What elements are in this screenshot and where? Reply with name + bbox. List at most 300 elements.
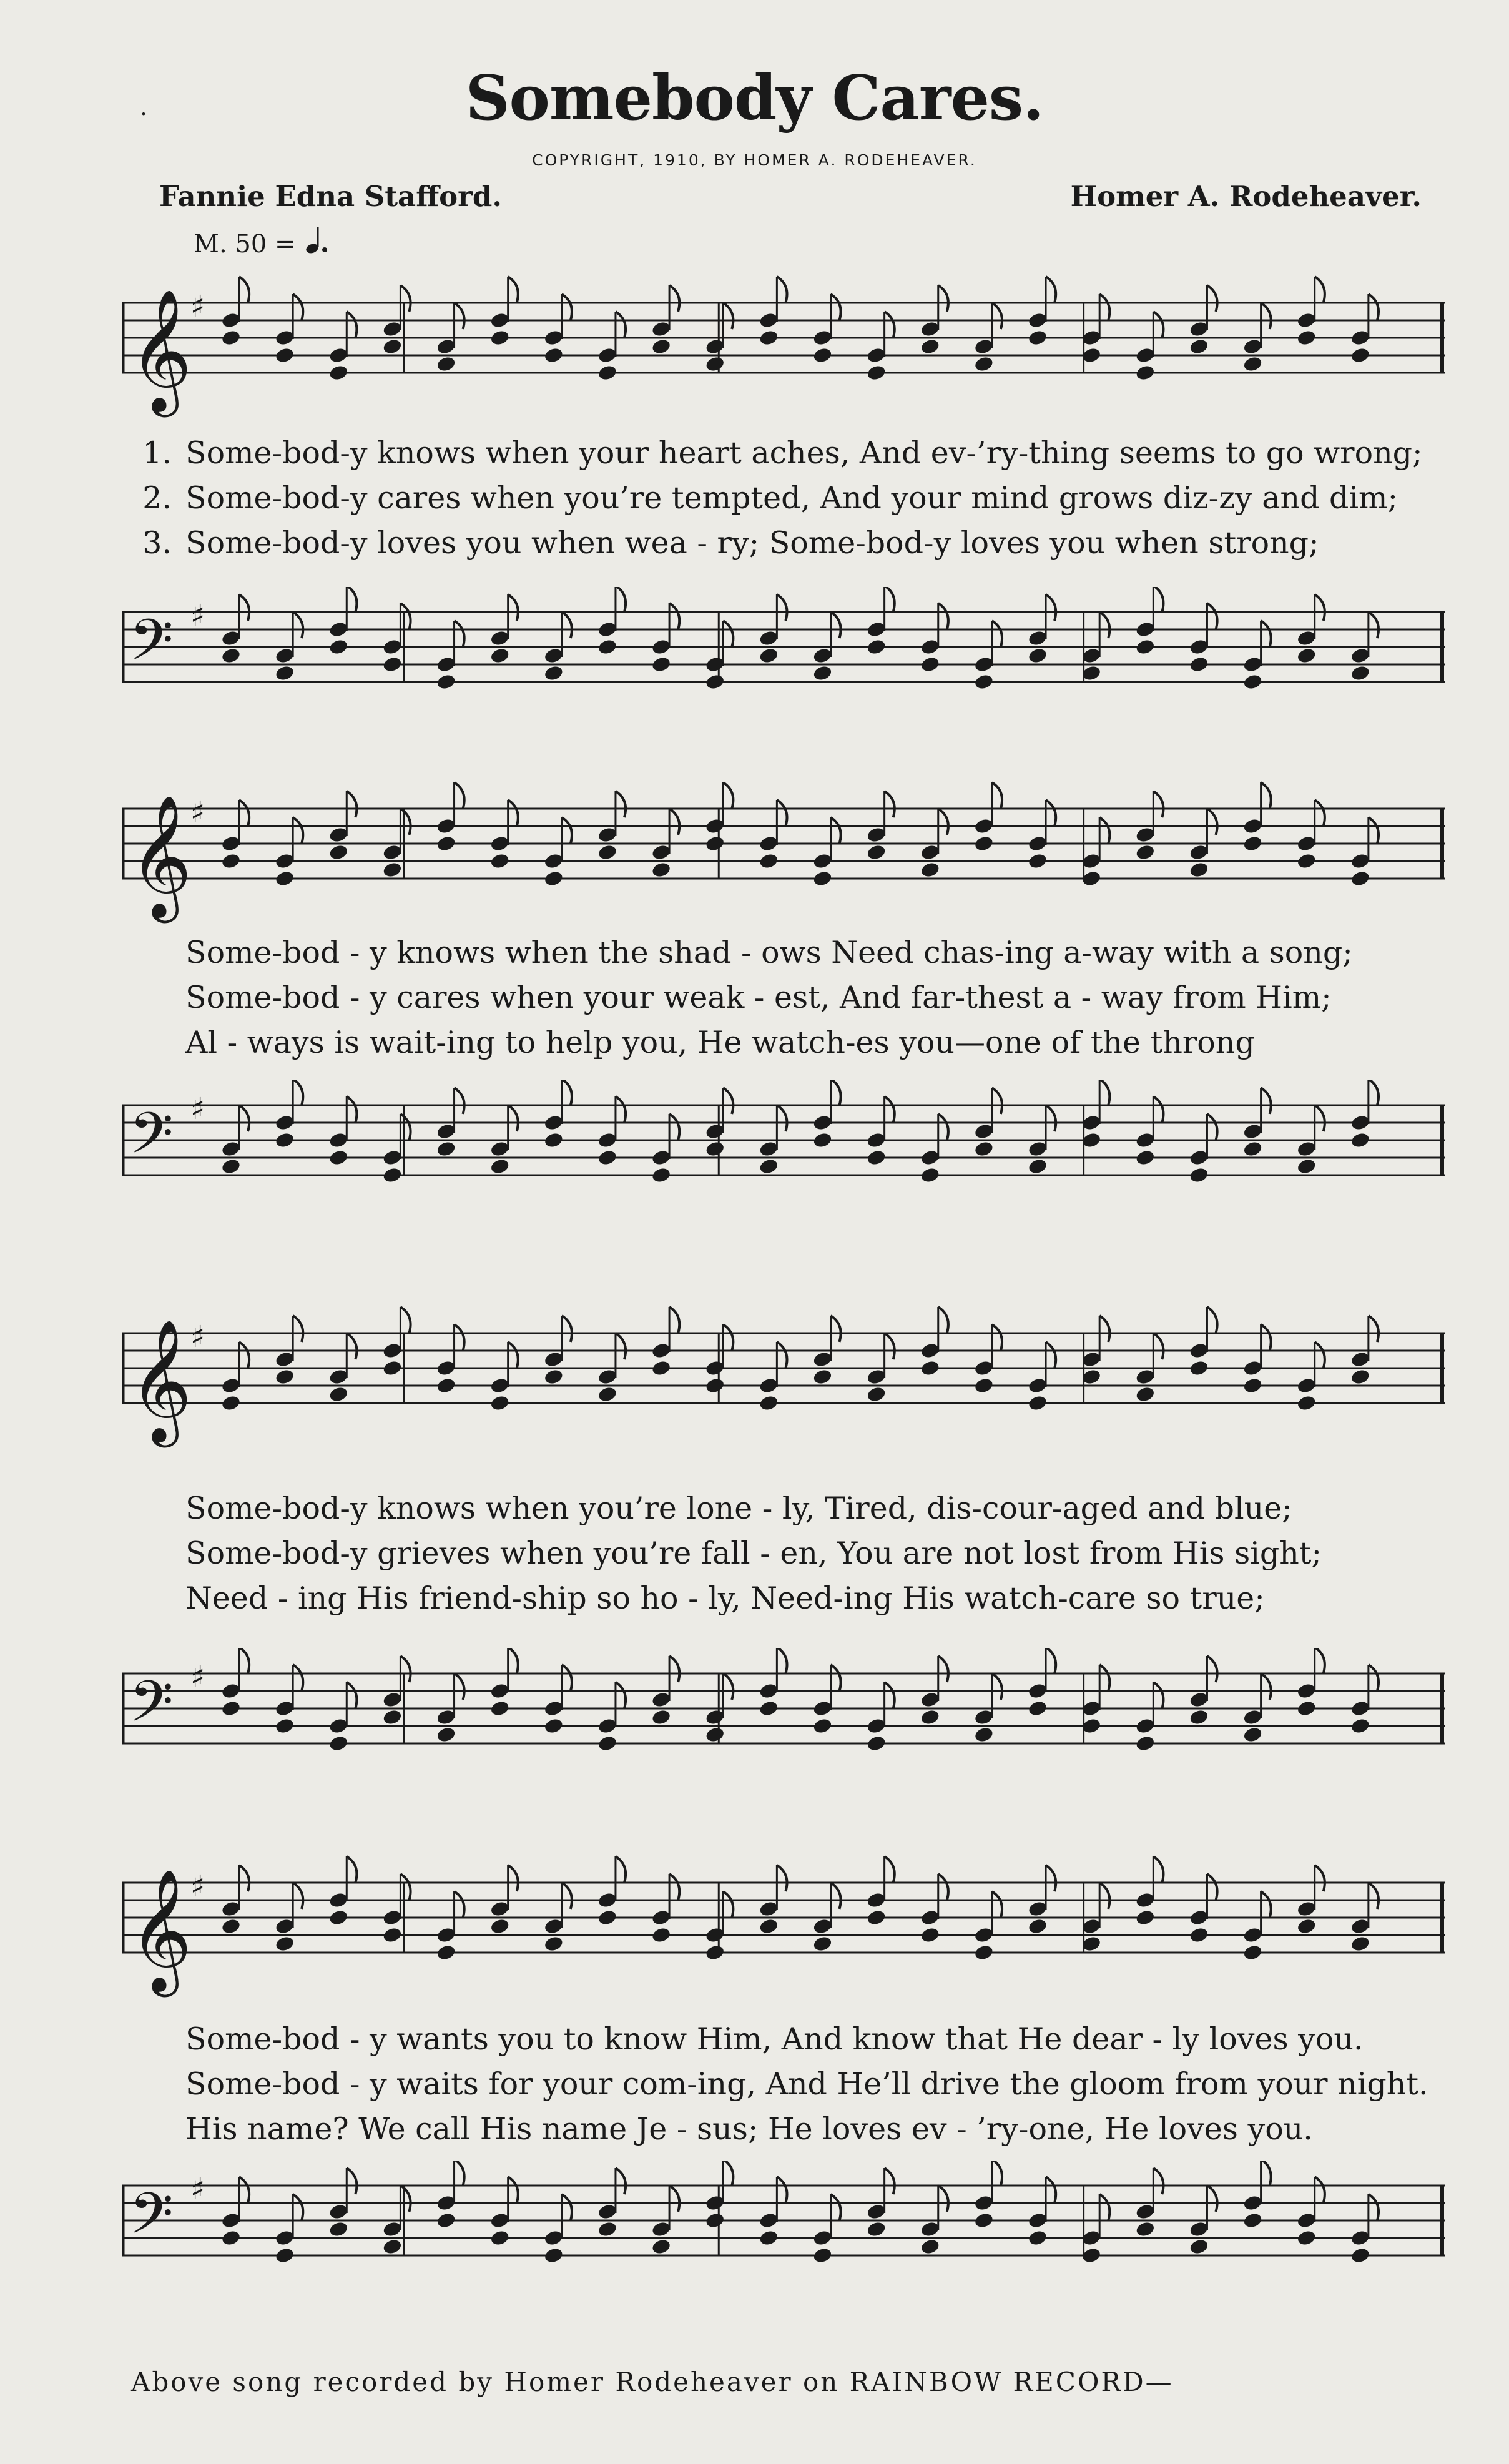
note-head	[1350, 347, 1370, 364]
note-head	[489, 1394, 510, 1412]
note-flag	[669, 285, 679, 312]
music-system-1	[122, 269, 1448, 749]
note-flag	[1046, 594, 1056, 621]
lyric-text: Some-bod - y cares when your weak - est, And far-thest a - way from Him;	[185, 980, 1332, 1015]
note-flag	[1369, 612, 1379, 638]
note-flag	[777, 277, 787, 303]
note-flag	[508, 800, 518, 826]
note-flag	[1207, 1656, 1217, 1682]
note-head	[812, 1935, 833, 1953]
note-flag	[400, 1307, 410, 1333]
note-head	[651, 1166, 672, 1184]
note-head	[382, 861, 403, 879]
lyric-text: Some-bod-y knows when your heart aches, And ev-’ry-thing seems to go wrong;	[185, 435, 1423, 471]
note-head	[1189, 1708, 1209, 1726]
note-flag	[1153, 312, 1163, 338]
note-head	[1135, 1386, 1156, 1403]
treble-clef-icon: 𝄞	[129, 1868, 192, 1992]
note-head	[1189, 1359, 1209, 1377]
note-head	[705, 1944, 725, 1961]
note-flag	[1153, 1096, 1163, 1123]
note-head	[1242, 1944, 1263, 1961]
note-head	[1242, 1140, 1263, 1158]
note-flag	[723, 621, 733, 647]
note-head	[920, 1359, 940, 1377]
note-head	[1027, 1918, 1048, 1935]
note-flag	[669, 1656, 679, 1682]
note-head	[489, 2229, 510, 2247]
lyric-line	[122, 476, 1448, 521]
note-head	[866, 1735, 887, 1752]
note-head	[275, 1935, 295, 1953]
bass-staff	[122, 1080, 1448, 1243]
note-flag	[1099, 2194, 1109, 2220]
note-head	[328, 1909, 349, 1926]
note-flag	[723, 303, 733, 329]
note-head	[275, 1131, 295, 1149]
note-head	[1296, 2229, 1317, 2247]
lyric-line	[122, 1576, 1448, 1621]
treble-staff	[122, 1305, 1448, 1492]
note-flag	[293, 2194, 303, 2220]
note-head	[1027, 1700, 1048, 1717]
note-flag	[400, 2186, 410, 2212]
bass-clef-icon: 𝄢	[129, 607, 174, 687]
note-flag	[455, 1673, 464, 1700]
note-head	[866, 1149, 887, 1166]
note-head	[866, 844, 887, 861]
note-flag	[347, 2168, 356, 2194]
note-flag	[400, 1874, 410, 1900]
note-head	[382, 1926, 403, 1944]
note-head	[866, 364, 887, 382]
note-flag	[669, 1307, 679, 1333]
note-head	[812, 1368, 833, 1386]
note-head	[973, 835, 994, 852]
note-flag	[777, 1865, 787, 1891]
note-head	[1350, 1717, 1370, 1735]
margin-mark: ˙	[137, 109, 150, 138]
note-head	[1350, 870, 1370, 887]
lyric-line	[122, 975, 1448, 1020]
note-head	[328, 1149, 349, 1166]
note-head	[1296, 1158, 1317, 1175]
note-flag	[1369, 2194, 1379, 2220]
note-head	[651, 2238, 672, 2255]
note-flag	[239, 2177, 249, 2203]
note-head	[651, 656, 672, 673]
note-head	[1027, 1394, 1048, 1412]
note-flag	[777, 1648, 787, 1673]
note-flag	[293, 1883, 303, 1909]
note-head	[651, 338, 672, 355]
note-flag	[347, 1856, 356, 1883]
note-flag	[992, 621, 1002, 647]
note-flag	[562, 294, 572, 320]
note-flag	[831, 294, 841, 320]
note-flag	[1261, 1088, 1271, 1114]
sharp-key-signature-icon: ♯	[190, 1660, 205, 1695]
note-flag	[938, 1874, 948, 1900]
note-flag	[455, 1891, 464, 1918]
lyric-line	[122, 431, 1448, 476]
note-flag	[777, 800, 787, 826]
note-head	[1027, 647, 1048, 664]
note-flag	[669, 809, 679, 835]
note-head	[920, 861, 940, 879]
note-flag	[239, 277, 249, 303]
bass-clef-icon: 𝄢	[129, 2181, 174, 2260]
note-flag	[723, 1088, 733, 1114]
note-head	[973, 1944, 994, 1961]
note-flag	[239, 1342, 249, 1368]
note-head	[759, 2229, 779, 2247]
note-flag	[562, 1665, 572, 1691]
note-head	[1135, 1149, 1156, 1166]
note-head	[759, 1158, 779, 1175]
note-head	[543, 1935, 564, 1953]
note-flag	[938, 809, 948, 835]
sharp-key-signature-icon: ♯	[190, 795, 205, 830]
lyric-text: Need - ing His friend-ship so ho - ly, Need-ing His watch-care so true;	[185, 1580, 1265, 1616]
note-flag	[455, 2161, 464, 2186]
note-flag	[992, 1673, 1002, 1700]
note-head	[651, 1359, 672, 1377]
note-flag	[455, 621, 464, 647]
note-flag	[562, 1080, 572, 1105]
song-title: Somebody Cares.	[465, 62, 1044, 134]
verse-block-2	[122, 930, 1448, 1065]
note-head	[1350, 1368, 1370, 1386]
note-flag	[831, 1316, 841, 1342]
note-head	[759, 329, 779, 347]
note-head	[705, 673, 725, 691]
note-flag	[508, 277, 518, 303]
note-head	[597, 844, 617, 861]
note-head	[920, 656, 940, 673]
note-flag	[239, 1648, 249, 1673]
note-flag	[723, 782, 733, 809]
note-head	[275, 1717, 295, 1735]
note-head	[1135, 2220, 1156, 2238]
music-system-3	[122, 1299, 1448, 1823]
note-head	[1189, 1926, 1209, 1944]
note-flag	[777, 2177, 787, 2203]
note-flag	[669, 1874, 679, 1900]
note-head	[973, 1377, 994, 1394]
note-head	[436, 835, 456, 852]
note-head	[382, 2238, 403, 2255]
note-head	[1350, 664, 1370, 682]
note-flag	[992, 1324, 1002, 1351]
note-head	[866, 1386, 887, 1403]
note-flag	[616, 312, 626, 338]
note-flag	[1315, 1342, 1325, 1368]
lyric-line	[122, 1531, 1448, 1576]
note-flag	[1153, 2168, 1163, 2194]
note-head	[382, 1166, 403, 1184]
note-head	[920, 1926, 940, 1944]
composer-credit: Homer A. Rodeheaver.	[1070, 180, 1422, 213]
note-head	[597, 1149, 617, 1166]
note-head	[220, 852, 241, 870]
sharp-key-signature-icon: ♯	[190, 598, 205, 633]
note-flag	[831, 1883, 841, 1909]
lyric-text: Some-bod-y grieves when you’re fall - en, You are not lost from His sight;	[185, 1535, 1322, 1571]
note-flag	[1261, 621, 1271, 647]
note-head	[866, 1909, 887, 1926]
note-flag	[938, 2186, 948, 2212]
note-flag	[1369, 1665, 1379, 1691]
note-head	[705, 835, 725, 852]
note-head	[275, 870, 295, 887]
note-flag	[831, 1080, 841, 1105]
note-head	[759, 1700, 779, 1717]
note-head	[436, 1377, 456, 1394]
note-head	[1242, 835, 1263, 852]
note-head	[436, 1140, 456, 1158]
note-flag	[938, 603, 948, 629]
note-flag	[1153, 791, 1163, 817]
note-head	[597, 638, 617, 656]
note-flag	[347, 1096, 356, 1123]
note-flag	[508, 1648, 518, 1673]
note-head	[275, 1368, 295, 1386]
note-flag	[1099, 294, 1109, 320]
note-head	[220, 1158, 241, 1175]
note-flag	[347, 1682, 356, 1708]
note-head	[328, 364, 349, 382]
note-head	[1242, 1377, 1263, 1394]
note-head	[328, 638, 349, 656]
note-head	[1296, 329, 1317, 347]
note-head	[220, 329, 241, 347]
note-head	[1242, 1726, 1263, 1743]
tempo-marking	[194, 225, 335, 259]
lyric-text: Some-bod-y knows when you’re lone - ly, Tired, dis-cour-aged and blue;	[185, 1491, 1292, 1526]
note-head	[705, 1377, 725, 1394]
note-flag	[669, 2186, 679, 2212]
note-flag	[1315, 2177, 1325, 2203]
lyric-line	[122, 2017, 1448, 2062]
note-head	[973, 355, 994, 373]
note-flag	[293, 817, 303, 844]
note-head	[920, 2238, 940, 2255]
note-head	[220, 1918, 241, 1935]
note-flag	[239, 1865, 249, 1891]
note-flag	[1099, 1080, 1109, 1105]
note-head	[866, 2220, 887, 2238]
sharp-key-signature-icon: ♯	[190, 1092, 205, 1126]
note-flag	[1315, 1865, 1325, 1891]
note-flag	[616, 791, 626, 817]
note-head	[328, 2220, 349, 2238]
lyric-line	[122, 521, 1448, 566]
lyric-text: Al - ways is wait-ing to help you, He watch-es you—one of the throng	[185, 1025, 1255, 1060]
treble-staff	[122, 781, 1448, 943]
note-flag	[1261, 1324, 1271, 1351]
note-flag	[1207, 1307, 1217, 1333]
note-flag	[885, 2168, 895, 2194]
note-flag	[1099, 1883, 1109, 1909]
note-flag	[616, 1333, 626, 1359]
note-flag	[1261, 2161, 1271, 2186]
note-flag	[1046, 800, 1056, 826]
note-flag	[239, 1105, 249, 1131]
note-flag	[616, 1096, 626, 1123]
note-flag	[562, 1316, 572, 1342]
note-flag	[455, 1324, 464, 1351]
note-head	[543, 2247, 564, 2264]
lyric-text: Some-bod - y knows when the shad - ows Need chas-ing a-way with a song;	[185, 935, 1353, 970]
note-flag	[347, 587, 356, 612]
note-head	[1189, 861, 1209, 879]
note-flag	[938, 1114, 948, 1140]
note-flag	[400, 1114, 410, 1140]
lyric-line	[122, 2107, 1448, 2152]
note-head	[543, 347, 564, 364]
treble-clef-icon: 𝄞	[129, 794, 192, 918]
note-flag	[1046, 277, 1056, 303]
note-head	[1189, 1166, 1209, 1184]
bass-clef-icon: 𝄢	[129, 1668, 174, 1748]
note-flag	[508, 1342, 518, 1368]
note-flag	[562, 817, 572, 844]
verse-block-1	[122, 431, 1448, 566]
note-head	[382, 338, 403, 355]
note-head	[1027, 1158, 1048, 1175]
note-flag	[239, 594, 249, 621]
note-head	[543, 1717, 564, 1735]
note-head	[1027, 2229, 1048, 2247]
note-head	[1350, 1131, 1370, 1149]
note-flag	[293, 294, 303, 320]
note-head	[1027, 329, 1048, 347]
note-head	[812, 2247, 833, 2264]
note-head	[597, 1909, 617, 1926]
note-flag	[1369, 294, 1379, 320]
copyright-notice: COPYRIGHT, 1910, BY HOMER A. RODEHEAVER.	[532, 151, 977, 169]
note-flag	[1099, 817, 1109, 844]
note-flag	[1207, 285, 1217, 312]
note-flag	[1315, 594, 1325, 621]
note-head	[705, 355, 725, 373]
note-flag	[723, 1324, 733, 1351]
sharp-key-signature-icon: ♯	[190, 1319, 205, 1354]
note-head	[597, 364, 617, 382]
sharp-key-signature-icon: ♯	[190, 1869, 205, 1904]
note-flag	[455, 1088, 464, 1114]
note-flag	[1369, 1316, 1379, 1342]
note-head	[489, 329, 510, 347]
verse-number: 3.	[142, 525, 172, 561]
note-flag	[885, 587, 895, 612]
note-head	[1135, 1735, 1156, 1752]
note-head	[920, 1708, 940, 1726]
treble-staff	[122, 1855, 1448, 2017]
bass-staff	[122, 2161, 1448, 2329]
note-head	[543, 1131, 564, 1149]
note-flag	[1046, 1865, 1056, 1891]
note-flag	[777, 1342, 787, 1368]
note-flag	[885, 312, 895, 338]
note-flag	[885, 1096, 895, 1123]
note-head	[920, 338, 940, 355]
note-head	[651, 1926, 672, 1944]
note-flag	[616, 1856, 626, 1883]
note-flag	[1153, 1682, 1163, 1708]
note-flag	[616, 2168, 626, 2194]
lyric-text: Some-bod-y loves you when wea - ry; Some-bod-y loves you when strong;	[185, 525, 1319, 561]
bass-clef-icon: 𝄢	[129, 1100, 174, 1180]
note-flag	[1046, 1342, 1056, 1368]
tempo-label: M. 50 =	[194, 230, 296, 259]
note-head	[597, 2220, 617, 2238]
note-head	[973, 673, 994, 691]
note-head	[1135, 1909, 1156, 1926]
note-head	[436, 355, 456, 373]
note-head	[1135, 638, 1156, 656]
note-flag	[1207, 603, 1217, 629]
note-flag	[1315, 1105, 1325, 1131]
dotted-quarter-note-icon	[303, 225, 335, 256]
note-head	[812, 347, 833, 364]
note-flag	[992, 782, 1002, 809]
lyric-line	[122, 2062, 1448, 2107]
sharp-key-signature-icon: ♯	[190, 289, 205, 324]
note-head	[705, 1726, 725, 1743]
note-head	[920, 1166, 940, 1184]
note-flag	[293, 1080, 303, 1105]
note-flag	[293, 1316, 303, 1342]
note-flag	[1369, 1080, 1379, 1105]
note-flag	[508, 1105, 518, 1131]
note-flag	[1315, 277, 1325, 303]
note-head	[705, 1140, 725, 1158]
note-head	[759, 852, 779, 870]
lyric-text: Some-bod - y waits for your com-ing, And He’ll drive the gloom from your night.	[185, 2066, 1428, 2102]
note-head	[1242, 2212, 1263, 2229]
note-flag	[455, 303, 464, 329]
note-head	[1189, 2238, 1209, 2255]
note-head	[543, 1368, 564, 1386]
note-flag	[831, 612, 841, 638]
lyric-text: Some-bod-y cares when you’re tempted, And your mind grows diz-zy and dim;	[185, 480, 1398, 516]
bass-staff	[122, 1648, 1448, 1823]
lyric-line	[122, 1486, 1448, 1531]
note-head	[328, 1735, 349, 1752]
verse-block-4	[122, 2017, 1448, 2152]
note-flag	[1046, 1105, 1056, 1131]
note-head	[759, 647, 779, 664]
note-head	[489, 647, 510, 664]
note-flag	[293, 612, 303, 638]
note-head	[1350, 1935, 1370, 1953]
note-head	[543, 664, 564, 682]
note-flag	[1261, 303, 1271, 329]
note-flag	[616, 587, 626, 612]
note-flag	[1261, 1891, 1271, 1918]
note-flag	[1207, 1114, 1217, 1140]
note-head	[328, 844, 349, 861]
note-head	[436, 1726, 456, 1743]
note-head	[275, 2247, 295, 2264]
verse-number: 2.	[142, 480, 172, 516]
note-flag	[1369, 1883, 1379, 1909]
note-head	[220, 1394, 241, 1412]
lyric-line	[122, 930, 1448, 975]
treble-clef-icon: 𝄞	[129, 288, 192, 412]
